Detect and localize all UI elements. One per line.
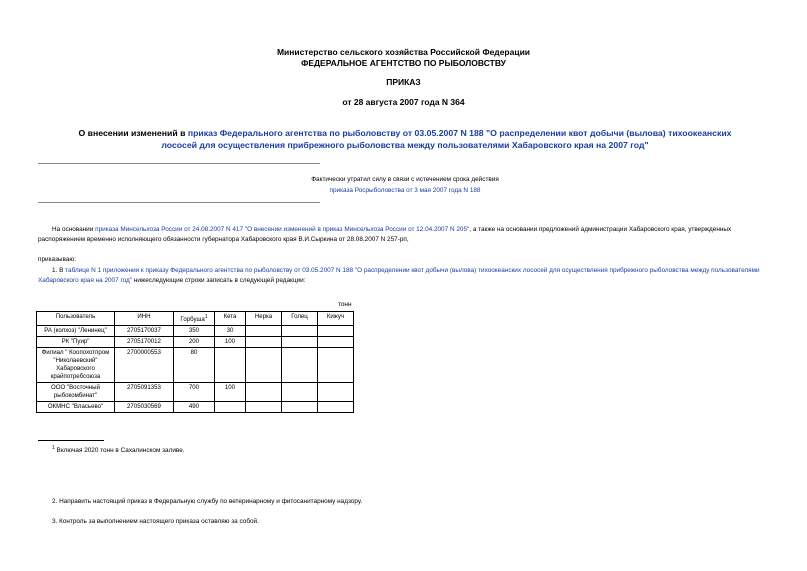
cell-chum: 30: [215, 326, 246, 337]
document-title: [60, 127, 750, 151]
item-1-text-1: 1. В: [52, 267, 66, 274]
preamble-order-link[interactable]: приказа Минсельхоза России от 24.08.2007 N 417 "О внесении изменений в приказ Минсельхоза России от 12.04.2007 N 205": [95, 226, 470, 233]
cell-chum: [215, 402, 246, 413]
preamble-paragraph: [38, 225, 770, 245]
col-header-inn: ИНН: [115, 312, 174, 326]
cell-user: ОКМНС "Власьево": [37, 402, 115, 413]
item-1-text-2: нижеследующие строки записать в следующей редакции:: [132, 277, 306, 284]
agency-heading: ФЕДЕРАЛЬНОЕ АГЕНТСТВО ПО РЫБОЛОВСТВУ: [301, 58, 506, 68]
table-row: [37, 348, 354, 383]
doc-type-heading: ПРИКАЗ: [386, 77, 421, 87]
cell-char: [282, 348, 318, 383]
cell-pink-salmon: 200: [174, 337, 215, 348]
footnote-text: Включая 2020 тонн в Сахалинском заливе.: [54, 447, 185, 455]
cell-coho: [318, 402, 354, 413]
col-header-pink-salmon-label: Горбуша: [180, 316, 205, 324]
cell-chum: 100: [215, 383, 246, 402]
cell-user: РК "Пуир": [37, 337, 115, 348]
cell-char: [282, 337, 318, 348]
cell-char: [282, 402, 318, 413]
cell-chum: 100: [215, 337, 246, 348]
cell-sockeye: [246, 402, 282, 413]
cell-coho: [318, 383, 354, 402]
cell-pink-salmon: 700: [174, 383, 215, 402]
table-unit: тонн: [338, 301, 352, 308]
cell-pink-salmon: 490: [174, 402, 215, 413]
title-prefix: О внесении изменений в: [78, 128, 188, 138]
cell-coho: [318, 326, 354, 337]
item-1-paragraph: [38, 266, 770, 286]
cell-coho: [318, 337, 354, 348]
footnote: [52, 443, 185, 456]
table-row: [37, 402, 354, 413]
date-number-heading: от 28 августа 2007 года N 364: [342, 97, 465, 107]
col-header-user: Пользователь: [37, 312, 115, 326]
cell-sockeye: [246, 326, 282, 337]
cell-inn: 2700000553: [115, 348, 174, 383]
col-header-pink-salmon: [174, 312, 215, 326]
quota-table: [36, 311, 354, 413]
title-order-link[interactable]: приказ Федерального агентства по рыболовству от 03.05.2007 N 188 "О распределении квот добычи (вылова) тихоокеанских лососей для осуществления прибрежного рыболовства между пользователями Хабаровского края на 2007 год": [161, 128, 732, 150]
item-1-table-link[interactable]: таблице N 1 приложения к приказу Федерального агентства по рыболовству от 03.05.2007 N 188 "О распределении квот добычи (вылова) тихоокеанских лососей для осуществления прибрежного рыболовства между пользователями Хабаровского края на 2007 год": [38, 267, 760, 284]
table-header-row: [37, 312, 354, 326]
col-header-chum: Кета: [215, 312, 246, 326]
col-header-sockeye: Нерка: [246, 312, 282, 326]
status-line: Фактически утратил силу в связи с истечением срока действия: [311, 176, 499, 183]
cell-char: [282, 383, 318, 402]
cell-sockeye: [246, 348, 282, 383]
item-2-paragraph: 2. Направить настоящий приказ в Федеральную службу по ветеринарному и фитосанитарному надзору.: [52, 498, 363, 505]
footnote-mark: 1: [52, 445, 55, 451]
table-row: [37, 326, 354, 337]
cell-inn: 2705170012: [115, 337, 174, 348]
cell-coho: [318, 348, 354, 383]
preamble-text-1: На основании: [52, 226, 96, 233]
col-header-coho: Кижуч: [318, 312, 354, 326]
status-link[interactable]: приказа Росрыболовства от 3 мая 2007 года N 188: [329, 187, 481, 194]
divider-top: [38, 163, 320, 164]
cell-user: ООО "Восточный рыбокомбинат": [37, 383, 115, 402]
status-note: [290, 174, 520, 196]
item-3-paragraph: 3. Контроль за выполнением настоящего приказа оставляю за собой.: [52, 518, 259, 525]
cell-char: [282, 326, 318, 337]
cell-inn: 2705170037: [115, 326, 174, 337]
table-row: [37, 337, 354, 348]
cell-sockeye: [246, 383, 282, 402]
cell-pink-salmon: 80: [174, 348, 215, 383]
footnote-divider: [38, 440, 104, 441]
ministry-heading: Министерство сельского хозяйства Российской Федерации: [276, 47, 531, 57]
cell-pink-salmon: 350: [174, 326, 215, 337]
preamble-text-2: , а также на основании предложений администрации Хабаровского края, утвержденных распоряжением временно исполняющего обязанности губернатора Хабаровского края В.И.Сыркина от 28.08.2007 N 257-рп,: [38, 226, 732, 243]
order-word: приказываю:: [38, 256, 76, 263]
divider-bottom: [38, 202, 320, 203]
cell-inn: 2705091353: [115, 383, 174, 402]
table-row: [37, 383, 354, 402]
cell-sockeye: [246, 337, 282, 348]
cell-inn: 2705030569: [115, 402, 174, 413]
cell-chum: [215, 348, 246, 383]
col-header-char: Голец: [282, 312, 318, 326]
cell-user: Филиал " Коопохотпром "Николаевский" Хабаровского крайпотребсоюза: [37, 348, 115, 383]
cell-user: РА (колхоз) "Ленинец": [37, 326, 115, 337]
col-header-footnote-mark: 1: [204, 314, 208, 320]
